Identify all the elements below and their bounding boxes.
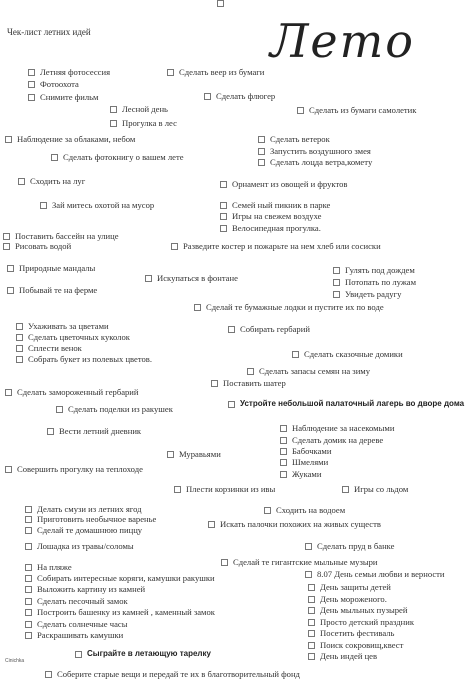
checkbox[interactable] xyxy=(145,275,152,282)
checklist-item[interactable] xyxy=(25,541,134,551)
checklist-item-label: Искать палочки похожих на живых существ xyxy=(220,519,381,529)
checkbox[interactable] xyxy=(220,181,227,188)
checklist-item[interactable] xyxy=(28,92,99,102)
checklist-item-label: Побывай те на ферме xyxy=(19,285,98,295)
checklist-item-label: Фотоохота xyxy=(40,79,79,89)
checklist-item[interactable] xyxy=(3,241,71,251)
checklist-item[interactable] xyxy=(16,343,82,353)
checkbox[interactable] xyxy=(47,428,54,435)
checklist-item-label: Соберите старые вещи и передай те их в благотворительный фонд xyxy=(57,669,300,679)
checklist-item[interactable] xyxy=(25,525,142,535)
checklist-item[interactable] xyxy=(220,223,321,233)
checklist-item-label: Сплести венок xyxy=(28,343,82,353)
checkbox[interactable] xyxy=(220,213,227,220)
checklist-item-label: Сделать цветочных куколок xyxy=(28,332,130,342)
checklist-item[interactable] xyxy=(16,321,109,331)
checklist-item-label: Разведите костер и пожарьте на нем хлеб или сосиски xyxy=(183,241,381,251)
checklist-item[interactable] xyxy=(145,273,238,283)
checklist-item[interactable] xyxy=(333,289,401,299)
checklist-item[interactable] xyxy=(40,200,154,210)
checklist-item-label: Сделать солнечные часы xyxy=(37,619,128,629)
checklist-item[interactable] xyxy=(258,134,330,144)
checkbox[interactable] xyxy=(220,202,227,209)
checklist-item[interactable] xyxy=(333,265,415,275)
checkbox[interactable] xyxy=(25,543,32,550)
checklist-item[interactable] xyxy=(25,630,123,640)
checklist-item[interactable] xyxy=(28,67,110,77)
checklist-item-label: Зай митесь охотой на мусор xyxy=(52,200,155,210)
checkbox[interactable] xyxy=(305,571,312,578)
checkbox[interactable] xyxy=(194,304,201,311)
checkbox[interactable] xyxy=(25,516,32,523)
checklist-item[interactable] xyxy=(221,557,378,567)
checklist-item-label: Сделать запасы семян на зиму xyxy=(259,366,371,376)
checklist-item-label: Делать смузи из летних ягод xyxy=(37,504,142,514)
checkbox[interactable] xyxy=(220,225,227,232)
checkbox[interactable] xyxy=(25,586,32,593)
checklist-item[interactable] xyxy=(25,514,156,524)
checkbox[interactable] xyxy=(25,621,32,628)
checkbox[interactable] xyxy=(333,291,340,298)
checkbox[interactable] xyxy=(333,279,340,286)
checkbox[interactable] xyxy=(280,471,287,478)
checkbox[interactable] xyxy=(110,106,117,113)
checklist-item-label: Жуками xyxy=(292,469,322,479)
checkbox[interactable] xyxy=(25,632,32,639)
checklist-item[interactable] xyxy=(7,263,95,273)
checklist-item-label: Сделать песочный замок xyxy=(37,596,128,606)
checkbox[interactable] xyxy=(5,389,12,396)
checklist-item[interactable] xyxy=(16,354,152,364)
checklist-item-label: Ухаживать за цветами xyxy=(28,321,109,331)
checklist-item[interactable] xyxy=(297,105,416,115)
checklist-item-label: Потопать по лужам xyxy=(345,277,417,287)
checklist-item-label: 8.07 День семьи любви и верности xyxy=(317,569,445,579)
checklist-item-label: Искупаться в фонтане xyxy=(157,273,238,283)
checkbox[interactable] xyxy=(333,267,340,274)
checklist-item-label: Семей ный пикник в парке xyxy=(232,200,331,210)
checklist-item-label: Природные мандалы xyxy=(19,263,96,273)
checklist-item[interactable] xyxy=(56,404,173,414)
checklist-item[interactable] xyxy=(167,449,221,459)
checklist-item-label: Сделай те домашнюю пиццу xyxy=(37,525,143,535)
checklist-item[interactable] xyxy=(16,332,130,342)
checklist-item[interactable] xyxy=(308,640,403,650)
checklist-item-label: Сделать замороженный гербарий xyxy=(17,387,139,397)
checklist-item[interactable] xyxy=(342,484,408,494)
checkbox[interactable] xyxy=(308,596,315,603)
checklist-item-label: Лошадка из травы/соломы xyxy=(37,541,134,551)
checklist-item-label: Сделать пруд в банке xyxy=(317,541,395,551)
checkbox[interactable] xyxy=(280,459,287,466)
checkbox[interactable] xyxy=(16,334,23,341)
checklist-item-label: Сходить на водоем xyxy=(276,505,346,515)
checklist-item-label: Сделать ветерок xyxy=(270,134,330,144)
checklist-item[interactable] xyxy=(264,505,345,515)
checklist-item[interactable] xyxy=(194,302,384,312)
checkbox[interactable] xyxy=(25,564,32,571)
checkbox[interactable] xyxy=(7,265,14,272)
checklist-item[interactable] xyxy=(110,104,168,114)
checkbox[interactable] xyxy=(211,380,218,387)
checklist-item[interactable] xyxy=(247,366,370,376)
checkbox[interactable] xyxy=(167,69,174,76)
checklist-item-label: Летняя фотосессия xyxy=(40,67,111,77)
checklist-item[interactable] xyxy=(280,423,394,433)
checklist-item[interactable] xyxy=(308,605,407,615)
checklist-item[interactable] xyxy=(167,67,264,77)
checklist-item-label: Наблюдение за облаками, небом xyxy=(17,134,136,144)
checklist-item-label: Запустить воздушного змея xyxy=(270,146,371,156)
checkbox[interactable] xyxy=(174,486,181,493)
checklist-item[interactable] xyxy=(25,573,215,583)
checklist-item[interactable] xyxy=(280,469,321,479)
checklist-item-label: Просто детский праздник xyxy=(320,617,414,627)
checklist-item[interactable] xyxy=(5,464,143,474)
checkbox[interactable] xyxy=(221,559,228,566)
checklist-item[interactable] xyxy=(228,324,310,334)
checklist-item-label: Гулять под дождем xyxy=(345,265,415,275)
checklist-item[interactable] xyxy=(7,285,97,295)
checklist-item-label: Лесной день xyxy=(122,104,168,114)
checkbox[interactable] xyxy=(247,368,254,375)
checklist-item-label: Увидеть радугу xyxy=(345,289,402,299)
checklist-item-label: День мыльных пузырей xyxy=(320,605,408,615)
decorative-checkbox xyxy=(217,0,224,7)
checkbox[interactable] xyxy=(25,575,32,582)
checkbox[interactable] xyxy=(25,506,32,513)
checklist-item[interactable] xyxy=(258,157,372,167)
checklist-item-label: Сделай те бумажные лодки и пустите их по воде xyxy=(206,302,384,312)
checklist-item[interactable] xyxy=(308,582,391,592)
page-title: Лето xyxy=(270,14,415,68)
checklist-item[interactable] xyxy=(308,594,387,604)
checkbox[interactable] xyxy=(258,136,265,143)
checkbox[interactable] xyxy=(308,642,315,649)
checklist-item-label: Наблюдение за насекомыми xyxy=(292,423,395,433)
checklist-item[interactable] xyxy=(110,118,177,128)
checklist-item-label: Устройте небольшой палаточный лагерь во дворе дома xyxy=(240,399,465,408)
checkbox[interactable] xyxy=(308,653,315,660)
checkbox[interactable] xyxy=(280,448,287,455)
checklist-item[interactable] xyxy=(174,484,275,494)
checklist-item-label: Поиск сокровищ,квест xyxy=(320,640,404,650)
checklist-item-label: Игры на свежем воздухе xyxy=(232,211,322,221)
checkbox[interactable] xyxy=(305,543,312,550)
checklist-item-label: Совершить прогулку на теплоходе xyxy=(17,464,143,474)
checklist-item-label: Сделать из бумаги самолетик xyxy=(309,105,417,115)
checklist-item[interactable] xyxy=(3,231,119,241)
checklist-item-label: Построить башенку из камней , каменный замок xyxy=(37,607,215,617)
checklist-item[interactable] xyxy=(305,541,394,551)
checklist-item-label: Велосипедная прогулка. xyxy=(232,223,321,233)
checkbox[interactable] xyxy=(16,345,23,352)
checklist-item[interactable] xyxy=(333,277,416,287)
checklist-item-label: Плести коpзинки из ивы xyxy=(186,484,276,494)
checkbox[interactable] xyxy=(40,202,47,209)
page-subtitle: Чек-лист летних идей xyxy=(7,27,91,37)
checkbox[interactable] xyxy=(308,619,315,626)
checklist-item-label: Собрать букет из полевых цветов. xyxy=(28,354,153,364)
checklist-item[interactable] xyxy=(280,446,331,456)
checklist-item[interactable] xyxy=(305,569,445,579)
checklist-item[interactable] xyxy=(292,349,403,359)
checkbox[interactable] xyxy=(258,148,265,155)
checklist-item-label: Сделать флюгер xyxy=(216,91,276,101)
checklist-item[interactable] xyxy=(25,607,215,617)
checklist-item[interactable] xyxy=(51,152,184,162)
checklist-item[interactable] xyxy=(208,519,381,529)
checkbox[interactable] xyxy=(208,521,215,528)
checkbox[interactable] xyxy=(308,607,315,614)
checklist-item[interactable] xyxy=(45,669,300,679)
checklist-item[interactable] xyxy=(204,91,275,101)
checkbox[interactable] xyxy=(5,136,12,143)
checklist-item-label: Шмелями xyxy=(292,457,329,467)
checklist-item[interactable] xyxy=(25,562,72,572)
author-signature: Cinichka xyxy=(5,658,25,664)
checklist-item-label: Сделать домик на дереве xyxy=(292,435,384,445)
checklist-item[interactable] xyxy=(25,504,142,514)
checklist-item-label: Собирать интересные коряги, камушки ракушки xyxy=(37,573,215,583)
checklist-item-label: На пляже xyxy=(37,562,72,572)
checkbox[interactable] xyxy=(297,107,304,114)
checklist-item-label: Раскрашивать камушки xyxy=(37,630,124,640)
checkbox[interactable] xyxy=(167,451,174,458)
checklist-item-label: Игры со льдом xyxy=(354,484,409,494)
checkbox[interactable] xyxy=(308,630,315,637)
checkbox[interactable] xyxy=(5,466,12,473)
checkbox[interactable] xyxy=(280,425,287,432)
checklist-item-label: Сделать лоцда ветра,кометy xyxy=(270,157,373,167)
checklist-item-label: День защиты детей xyxy=(320,582,391,592)
checklist-item-label: Рисовать водой xyxy=(15,241,72,251)
checklist-item-label: Приготовить необычное варенье xyxy=(37,514,157,524)
checkbox[interactable] xyxy=(51,154,58,161)
checklist-item[interactable] xyxy=(258,146,371,156)
checklist-item[interactable] xyxy=(25,596,128,606)
checklist-item-label: Прогулка в лес xyxy=(122,118,177,128)
checklist-item-label: Сделать сказочные домики xyxy=(304,349,403,359)
checklist-item-label: Бабочками xyxy=(292,446,332,456)
checklist-item[interactable] xyxy=(171,241,381,251)
checklist-item[interactable] xyxy=(220,179,347,189)
checkbox[interactable] xyxy=(204,93,211,100)
checklist-item-label: Сыграйте в летающую тарелку xyxy=(87,649,211,658)
checkbox[interactable] xyxy=(228,401,235,408)
checklist-item-label: Сделать веер из бумаги xyxy=(179,67,265,77)
checklist-item-label: Сходить на луг xyxy=(30,176,86,186)
checkbox[interactable] xyxy=(28,94,35,101)
checklist-item[interactable] xyxy=(28,79,79,89)
checkbox[interactable] xyxy=(18,178,25,185)
checkbox[interactable] xyxy=(28,69,35,76)
checkbox[interactable] xyxy=(228,326,235,333)
checkbox[interactable] xyxy=(308,584,315,591)
checkbox[interactable] xyxy=(3,243,10,250)
checklist-item-label: Муравьями xyxy=(179,449,221,459)
checkbox[interactable] xyxy=(110,120,117,127)
checkbox[interactable] xyxy=(171,243,178,250)
checklist-item-label: Сделай те гигантские мыльные музыри xyxy=(233,557,378,567)
checklist-item-label: Вести летний дневник xyxy=(59,426,142,436)
checklist-item-label: Орнамент из овощей и фруктов xyxy=(232,179,348,189)
checklist-item-label: Поставить шатер xyxy=(223,378,286,388)
checklist-item-label: Поставить бассейн на улице xyxy=(15,231,119,241)
checklist-item[interactable] xyxy=(25,619,128,629)
checklist-item[interactable] xyxy=(308,617,414,627)
checklist-item[interactable] xyxy=(211,378,286,388)
checklist-item[interactable] xyxy=(25,584,145,594)
checklist-item-label: Снимите фильм xyxy=(40,92,99,102)
checkbox[interactable] xyxy=(25,598,32,605)
checklist-item-label: Собирать гербарий xyxy=(240,324,310,334)
checklist-item[interactable] xyxy=(308,651,377,661)
checklist-item[interactable] xyxy=(308,628,394,638)
checklist-item[interactable] xyxy=(220,200,330,210)
checklist-item[interactable] xyxy=(18,176,85,186)
checkbox[interactable] xyxy=(25,609,32,616)
checklist-item-label: Посетить фестиваль xyxy=(320,628,395,638)
checkbox[interactable] xyxy=(292,351,299,358)
checklist-item[interactable] xyxy=(228,399,464,409)
checkbox[interactable] xyxy=(28,81,35,88)
checklist-item-label: День индей цев xyxy=(320,651,378,661)
checkbox[interactable] xyxy=(342,486,349,493)
checkbox[interactable] xyxy=(3,233,10,240)
checklist-item-label: Выложить картину из камней xyxy=(37,584,146,594)
checklist-item-label: День мороженого. xyxy=(320,594,387,604)
checklist-item[interactable] xyxy=(75,649,211,659)
checkbox[interactable] xyxy=(75,651,82,658)
checklist-item[interactable] xyxy=(220,211,321,221)
checklist-item[interactable] xyxy=(5,134,135,144)
checkbox[interactable] xyxy=(56,406,63,413)
checkbox[interactable] xyxy=(16,323,23,330)
checkbox[interactable] xyxy=(7,287,14,294)
checkbox[interactable] xyxy=(280,437,287,444)
checkbox[interactable] xyxy=(25,527,32,534)
checklist-item-label: Сделать фотокнигу о вашем лете xyxy=(63,152,184,162)
checklist-item[interactable] xyxy=(280,435,383,445)
checklist-item[interactable] xyxy=(5,387,139,397)
checkbox[interactable] xyxy=(264,507,271,514)
checklist-item[interactable] xyxy=(47,426,141,436)
checkbox[interactable] xyxy=(258,159,265,166)
checkbox[interactable] xyxy=(16,356,23,363)
checkbox[interactable] xyxy=(45,671,52,678)
checklist-item[interactable] xyxy=(280,457,328,467)
checklist-item-label: Сделать поделки из ракушек xyxy=(68,404,173,414)
